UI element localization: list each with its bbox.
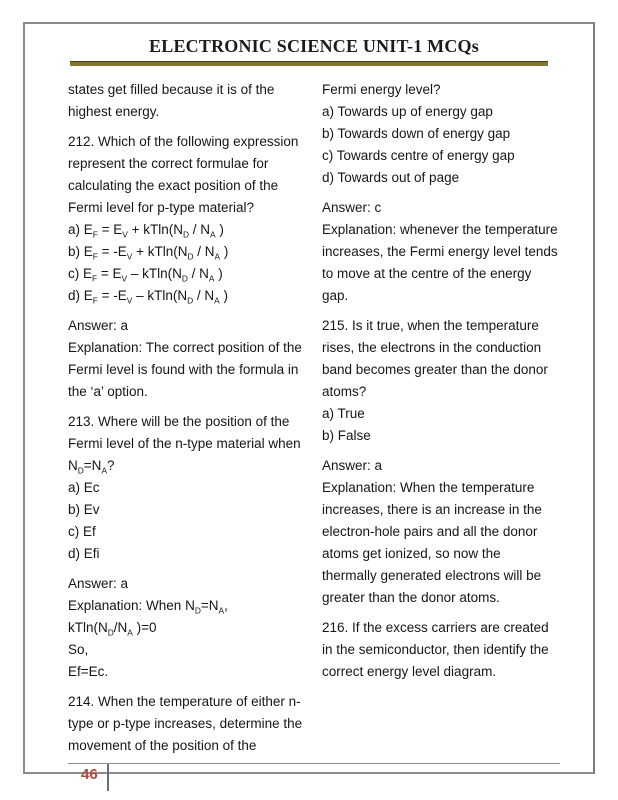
question-text: 212. Which of the following expression represent the correct formulae for calculating the exact position of the Fermi level for p-type material?: [68, 134, 299, 215]
question-214-continued: [322, 79, 559, 189]
option-line: d) $E_F = -E_V - kTln(N_D / N_A$ ): [68, 288, 228, 306]
right-column: [322, 79, 559, 757]
page-title: ELECTRONIC SCIENCE UNIT-1 MCQs: [149, 36, 479, 56]
answer-text: Answer: c: [322, 200, 382, 215]
document-header: [68, 36, 560, 66]
answer-213: [68, 573, 305, 683]
question-212: [68, 131, 305, 307]
answer-215: [322, 455, 559, 609]
option-line: a) Towards up of energy gap: [322, 104, 493, 119]
option-line: d) Efi: [68, 546, 100, 561]
explanation-text: Explanation: When the temperature increases, there is an increase in the electron-hole pairs and all the donor atoms get ionized, so now the thermally generated electrons will be greater than the donor atoms.: [322, 480, 542, 605]
option-line: a) $E_F = E_V + kTln(N_D / N_A$ ): [68, 222, 224, 240]
page-number-divider: [107, 764, 109, 791]
question-215: [322, 315, 559, 447]
explanation-text: Explanation: When $N_D=N_A$,: [68, 598, 228, 616]
left-column: [68, 79, 305, 757]
explanation-text: Explanation: The correct position of the Fermi level is found with the formula in the ‘a’ option.: [68, 340, 302, 399]
page-number: 46: [81, 766, 98, 783]
question-text: 214. When the temperature of either n-type or p-type increases, determine the movement of the position of the: [68, 694, 303, 753]
document-page: [23, 22, 595, 783]
carryover-text: states get filled because it is of the highest energy.: [68, 82, 275, 119]
explanation-text: So,: [68, 642, 89, 657]
question-text: 216. If the excess carriers are created in the semiconductor, then identify the correct energy level diagram.: [322, 620, 549, 679]
explanation-text: Ef=Ec.: [68, 664, 109, 679]
answer-text: Answer: a: [68, 318, 129, 333]
question-216: [322, 617, 559, 683]
explanation-text: $kTln(N_D/N_A$ )=0: [68, 620, 157, 638]
question-text: 215. Is it true, when the temperature rises, the electrons in the conduction band becomes greater than the donor atoms?: [322, 318, 548, 399]
option-line: b) False: [322, 428, 371, 443]
option-line: a) True: [322, 406, 365, 421]
answer-text: Answer: a: [322, 458, 383, 473]
option-line: c) $E_F = E_V - kTln(N_D / N_A$ ): [68, 266, 223, 284]
explanation-text: Explanation: whenever the temperature increases, the Fermi energy level tends to move at the centre of the energy gap.: [322, 222, 558, 303]
carryover-paragraph: [68, 79, 305, 123]
option-line: d) Towards out of page: [322, 170, 460, 185]
option-line: a) Ec: [68, 480, 100, 495]
question-214: [68, 691, 305, 757]
option-line: b) Towards down of energy gap: [322, 126, 511, 141]
option-line: c) Ef: [68, 524, 96, 539]
question-text: Fermi energy level?: [322, 82, 441, 97]
title-underline: [70, 61, 548, 66]
option-line: c) Towards centre of energy gap: [322, 148, 515, 163]
two-column-body: [68, 79, 560, 757]
answer-text: Answer: a: [68, 576, 129, 591]
answer-212: [68, 315, 305, 403]
option-line: b) $E_F = -E_V + kTln(N_D / N_A$ ): [68, 244, 229, 262]
question-213: [68, 411, 305, 565]
page-number-row: [68, 764, 560, 791]
page-footer: [68, 763, 560, 791]
answer-214: [322, 197, 559, 307]
option-line: b) Ev: [68, 502, 100, 517]
question-text: 213. Where will be the position of the Fermi level of the n-type material when $N_D=N_A$?: [68, 414, 301, 476]
